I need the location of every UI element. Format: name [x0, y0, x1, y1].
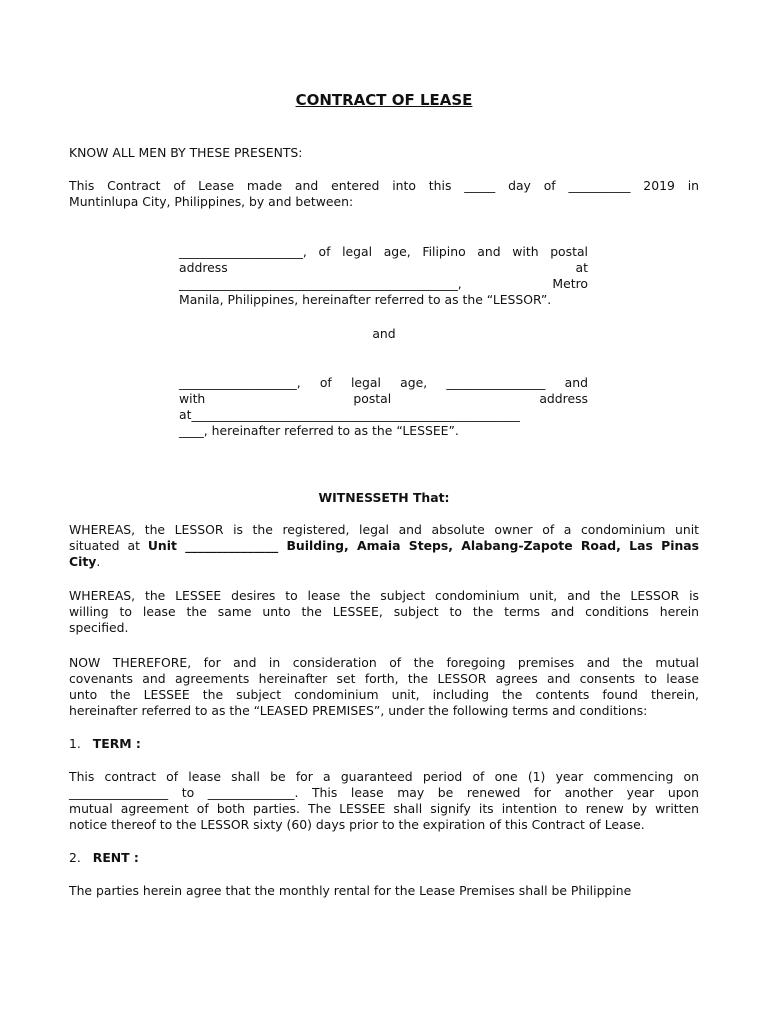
- now-therefore-line: hereinafter referred to as the “LEASED PREMISES”, under the following terms and conditions:: [69, 703, 648, 718]
- term-line: notice thereof to the LESSOR sixty (60) days prior to the expiration of this Contract of Lease.: [69, 817, 645, 832]
- whereas2-line: specified.: [69, 620, 129, 635]
- intro-line: This Contract of Lease made and entered into this _____ day of __________ 2019 in: [69, 178, 699, 193]
- lessee-block: [179, 375, 588, 439]
- witnesseth-heading: WITNESSETH That:: [318, 490, 450, 505]
- rent-paragraph: The parties herein agree that the monthly rental for the Lease Premises shall be Philippine: [69, 883, 632, 898]
- term-line: ________________ to ______________. This lease may be renewed for another year upon: [69, 785, 699, 800]
- now-therefore-line: unto the LESSEE the subject condominium unit, including the contents found therein,: [69, 687, 699, 702]
- section-number: 2.: [69, 850, 81, 865]
- whereas1-line: [69, 554, 699, 570]
- section-number: 1.: [69, 736, 81, 751]
- section-2-heading: [69, 850, 139, 866]
- term-paragraph: [69, 769, 699, 833]
- whereas2-line: WHEREAS, the LESSEE desires to lease the subject condominium unit, and the LESSOR is: [69, 588, 699, 603]
- whereas2-line: willing to lease the same unto the LESSEE, subject to the terms and conditions herein: [69, 604, 699, 619]
- lessee-line: ____, hereinafter referred to as the “LESSEE”.: [179, 423, 459, 438]
- whereas-paragraph-1: [69, 522, 699, 570]
- lessor-line: address at: [179, 260, 588, 275]
- term-line: mutual agreement of both parties. The LESSEE shall signify its intention to renew by written: [69, 801, 699, 816]
- whereas1-line: [69, 538, 699, 554]
- property-city: City: [69, 554, 97, 569]
- whereas1-prefix: situated at: [69, 538, 148, 553]
- lessor-line: Manila, Philippines, hereinafter referred to as the “LESSOR”.: [179, 292, 552, 307]
- document-title: CONTRACT OF LEASE: [295, 91, 473, 109]
- lessee-line: at_____________________________________________________: [179, 407, 520, 422]
- lessor-line: _____________________________________________, Metro: [179, 276, 588, 291]
- lessor-block: [179, 244, 588, 308]
- property-address: Unit _______________ Building, Amaia Steps, Alabang-Zapote Road, Las Pinas: [147, 538, 699, 553]
- whereas1-line: WHEREAS, the LESSOR is the registered, legal and absolute owner of a condominium unit: [69, 522, 699, 537]
- lessee-line: ___________________, of legal age, ________________ and: [179, 375, 588, 390]
- now-therefore-line: NOW THEREFORE, for and in consideration of the foregoing premises and the mutual: [69, 655, 699, 670]
- section-title: TERM :: [92, 736, 141, 751]
- and-separator: and: [372, 326, 396, 341]
- whereas-paragraph-2: [69, 588, 699, 636]
- term-line: This contract of lease shall be for a guaranteed period of one (1) year commencing on: [69, 769, 699, 784]
- now-therefore-paragraph: [69, 655, 699, 719]
- intro-line: Muntinlupa City, Philippines, by and between:: [69, 194, 354, 209]
- lessor-line: ____________________, of legal age, Filipino and with postal: [179, 244, 588, 259]
- section-title: RENT :: [92, 850, 139, 865]
- section-1-heading: [69, 736, 141, 752]
- now-therefore-line: covenants and agreements hereinafter set forth, the LESSOR agrees and consents to lease: [69, 671, 699, 686]
- whereas1-suffix: .: [96, 554, 101, 569]
- intro-paragraph: [69, 178, 699, 210]
- lessee-line: with postal address: [179, 391, 588, 406]
- greeting: KNOW ALL MEN BY THESE PRESENTS:: [69, 145, 303, 160]
